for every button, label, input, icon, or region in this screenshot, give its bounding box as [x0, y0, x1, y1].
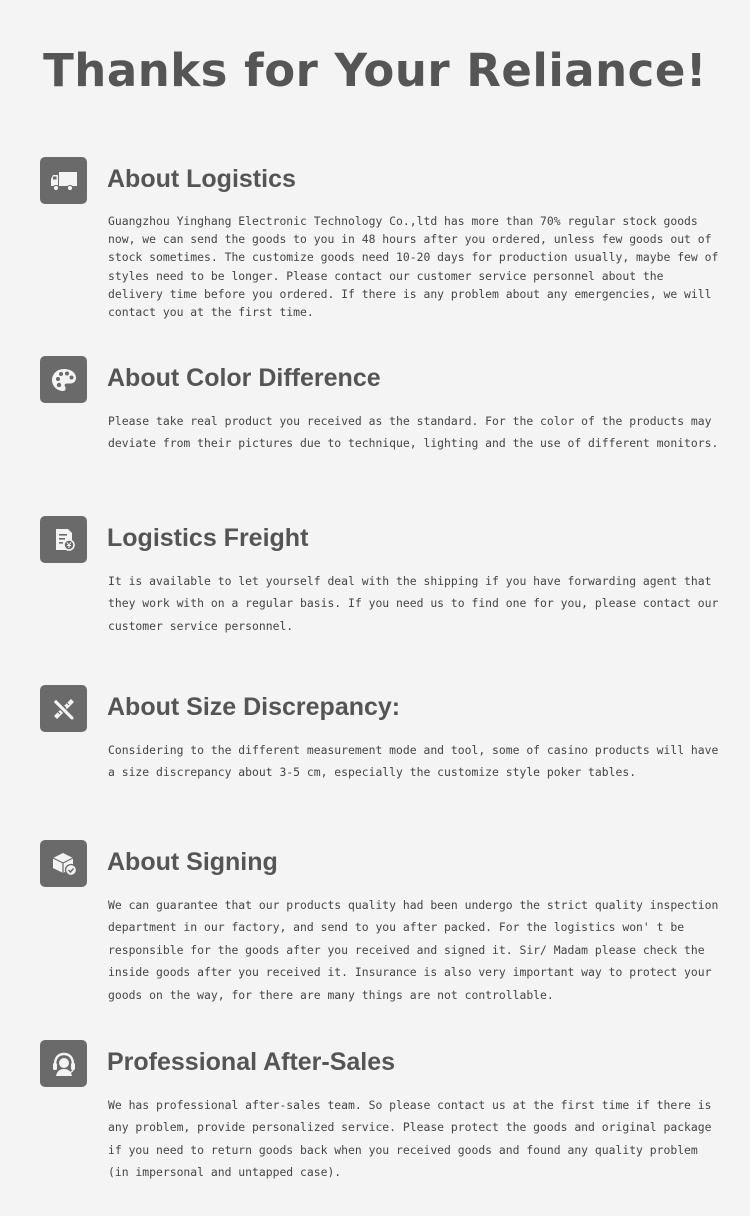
section-heading: Professional After-Sales — [107, 1048, 396, 1076]
section-about-signing — [40, 840, 720, 1010]
section-text: We has professional after-sales team. So please contact us at the first time if there is any problem, provide personalized service. Please protect the goods and original package if you need to return goods back when you received goods and found any quality problem (in impersonal and untapped case). — [108, 1098, 712, 1180]
package-check-icon — [40, 840, 87, 887]
invoice-icon — [40, 516, 87, 563]
section-heading: About Signing — [107, 848, 278, 876]
section-about-logistics — [40, 157, 720, 327]
section-heading: About Logistics — [107, 165, 296, 193]
section-text: Guangzhou Yinghang Electronic Technology Co.,ltd has more than 70% regular stock goods now, we can send the goods to you in 48 hours after you ordered, unless few goods out of stock sometimes. The customize goods need 10-20 days for production usually, maybe few of styles need to be longer. Please contact our customer service personnel about the delivery time before you ordered. If there is any problem about any emergencies, we will contact you at the first time. — [108, 214, 719, 320]
section-heading: About Size Discrepancy: — [107, 693, 401, 721]
section-professional-after-sales — [40, 1040, 720, 1190]
section-text: Considering to the different measurement mode and tool, some of casino products will have a size discrepancy about 3-5 cm, especially the customize style poker tables. — [108, 743, 719, 780]
truck-icon — [40, 157, 87, 204]
section-logistics-freight — [40, 516, 720, 646]
section-text: It is available to let yourself deal with the shipping if you have forwarding agent that they work with on a regular basis. If you need us to find one for you, please contact our customer service personnel. — [108, 574, 719, 633]
section-about-size-discrepancy — [40, 685, 720, 795]
section-about-color-difference — [40, 356, 720, 466]
page-title: Thanks for Your Reliance! — [43, 44, 707, 97]
ruler-pencil-icon — [40, 685, 87, 732]
section-heading: About Color Difference — [107, 364, 381, 392]
headset-icon — [40, 1040, 87, 1087]
section-text: Please take real product you received as the standard. For the color of the products may deviate from their pictures due to technique, lighting and the use of different monitors. — [108, 414, 719, 451]
section-text: We can guarantee that our products quality had been undergo the strict quality inspection department in our factory, and send to you after packed. For the logistics won' t be responsible for the goods after you received and signed it. Sir/ Madam please check the inside goods after you received it. Insurance is also very important way to protect your goods on the way, for there are many things are not controllable. — [108, 898, 719, 1002]
section-heading: Logistics Freight — [107, 524, 309, 552]
palette-icon — [40, 356, 87, 403]
